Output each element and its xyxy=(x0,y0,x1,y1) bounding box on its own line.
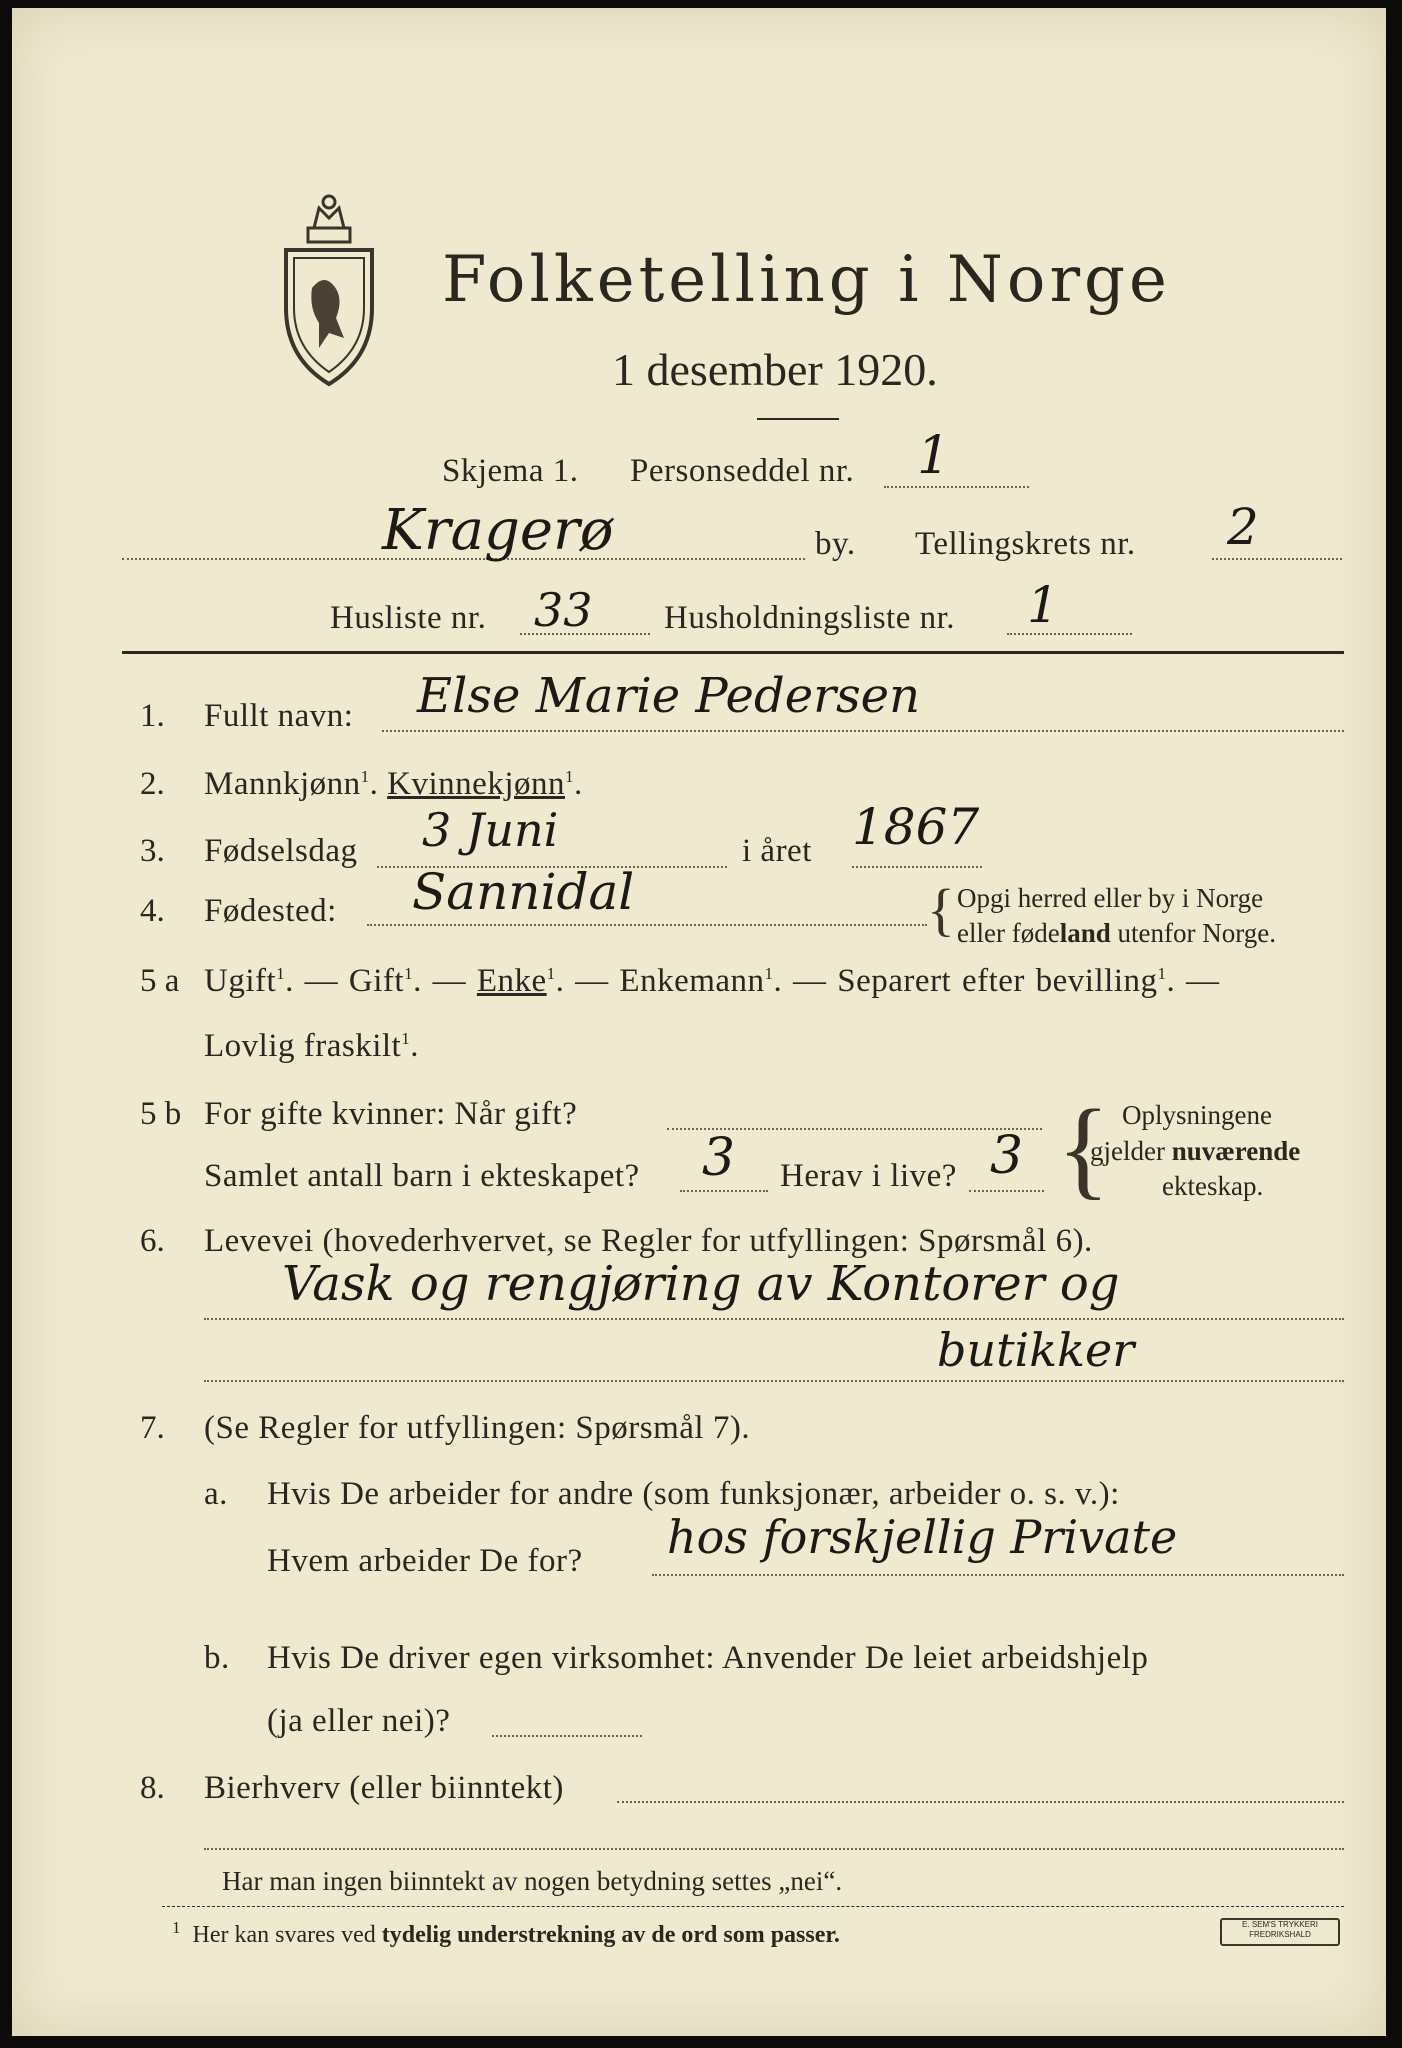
q8-label: Bierhverv (eller biinntekt) xyxy=(204,1770,564,1806)
q1-label: Fullt navn: xyxy=(204,698,354,734)
personseddel-line xyxy=(884,486,1029,488)
q5b-alive-line xyxy=(969,1190,1044,1192)
q5b-label-1: For gifte kvinner: Når gift? xyxy=(204,1096,578,1132)
q5b-note-1: Oplysningene xyxy=(1122,1100,1272,1130)
q6-value-1: Vask og rengjøring av Kontorer og xyxy=(282,1256,1120,1312)
q5a-sep-4: . — xyxy=(773,963,827,999)
q5a-enkemann: Enkemann xyxy=(619,963,765,999)
q7-label: (Se Regler for utfyllingen: Spørsmål 7). xyxy=(204,1410,751,1446)
q6-label: Levevei (hovederhvervet, se Regler for utfyllingen: Spørsmål 6). xyxy=(204,1223,1093,1259)
q2-mann-sup: 1 xyxy=(360,767,370,786)
tellingskrets-label: Tellingskrets nr. xyxy=(915,526,1136,562)
q5a-sep-1: . — xyxy=(285,963,339,999)
q7b-question: (ja eller nei)? xyxy=(267,1703,451,1739)
q2-number: 2. xyxy=(140,766,165,802)
by-label: by. xyxy=(815,526,856,562)
q4-number: 4. xyxy=(140,893,165,929)
q7b-letter: b. xyxy=(204,1640,230,1676)
q7b-text: Hvis De driver egen virksomhet: Anvender De leiet arbeidshjelp xyxy=(267,1640,1149,1676)
footnote-text-b: tydelig understrekning av de ord som passer. xyxy=(381,1922,840,1948)
q8-line-2 xyxy=(204,1848,1344,1850)
census-form-page xyxy=(12,8,1386,2036)
q3-day-value: 3 Juni xyxy=(422,803,559,857)
q7-number: 7. xyxy=(140,1410,165,1446)
q5a-number: 5 a xyxy=(140,963,180,999)
q1-number: 1. xyxy=(140,698,165,734)
tellingskrets-line xyxy=(1212,558,1342,560)
census-date: 1 desember 1920. xyxy=(612,344,938,395)
q5a-ugift: Ugift xyxy=(204,963,277,999)
q3-year-value: 1867 xyxy=(852,798,980,856)
q1-value: Else Marie Pedersen xyxy=(417,668,920,724)
q5a-options-line2: Lovlig fraskilt$^1$. xyxy=(204,1028,419,1064)
q7b-line xyxy=(492,1735,642,1737)
q5b-note-2 xyxy=(1090,1136,1300,1167)
q5b-alive-value: 3 xyxy=(990,1126,1024,1186)
tellingskrets-value: 2 xyxy=(1227,498,1259,556)
footnote xyxy=(172,1918,840,1949)
personseddel-value: 1 xyxy=(917,426,951,486)
q2-options xyxy=(204,766,583,803)
q6-value-2: butikker xyxy=(937,1323,1135,1377)
norwegian-coat-of-arms-icon xyxy=(274,188,384,388)
q5b-children-line xyxy=(680,1190,768,1192)
q5a-sep-3: . — xyxy=(555,963,609,999)
q4-note-2a: eller føde xyxy=(957,918,1060,948)
q5b-children-value: 3 xyxy=(702,1128,736,1188)
header-divider xyxy=(122,651,1344,654)
q5a-sup-5: 1 xyxy=(1157,964,1167,983)
husholdning-label: Husholdningsliste nr. xyxy=(664,600,956,636)
q5b-note-3: ekteskap. xyxy=(1162,1171,1264,1201)
q7a-question: Hvem arbeider De for? xyxy=(267,1543,583,1579)
q5a-separert: Separert efter bevilling xyxy=(837,963,1158,999)
q2-kvinne-sup: 1 xyxy=(565,767,574,786)
footnote-text-a: Her kan svares ved xyxy=(192,1922,382,1948)
q3-number: 3. xyxy=(140,833,165,869)
q5a-sep-5: . — xyxy=(1166,963,1220,999)
q2-dot-2: . xyxy=(574,766,583,802)
q5b-note-2a: gjelder xyxy=(1090,1136,1172,1166)
q5a-enke: Enke xyxy=(476,963,547,999)
q5b-note-2b: nuværende xyxy=(1171,1136,1301,1166)
q8-number: 8. xyxy=(140,1770,165,1806)
q5a-sup-3: 1 xyxy=(546,964,556,983)
printer-stamp-line1: E. SEM'S TRYKKERI xyxy=(1242,1920,1318,1929)
footnote-divider xyxy=(162,1906,1344,1907)
title-divider xyxy=(757,418,839,420)
husliste-value: 33 xyxy=(534,583,593,637)
q4-note-2c: utenfor Norge. xyxy=(1110,918,1276,948)
q4-label: Fødested: xyxy=(204,893,337,929)
q2-kvinne-option: Kvinnekjønn xyxy=(387,766,565,802)
q3-label: Fødselsdag xyxy=(204,833,358,869)
q6-line-2 xyxy=(204,1380,1344,1382)
q6-line-1 xyxy=(204,1318,1344,1320)
q3-year-label: i året xyxy=(742,833,812,869)
form-title: Folketelling i Norge xyxy=(442,243,1171,317)
husholdning-line xyxy=(1007,633,1132,635)
printer-stamp-line2: FREDRIKSHALD xyxy=(1249,1930,1311,1939)
footnote-number: 1 xyxy=(172,1918,181,1937)
q5a-options xyxy=(204,963,1219,1000)
q2-dot: . xyxy=(369,766,379,802)
q5a-sup-4: 1 xyxy=(764,964,774,983)
q7a-text: Hvis De arbeider for andre (som funksjonær, arbeider o. s. v.): xyxy=(267,1476,1120,1512)
q5a-gift: Gift xyxy=(348,963,405,999)
q7a-value: hos forskjellig Private xyxy=(667,1510,1178,1564)
q4-note-1: Opgi herred eller by i Norge xyxy=(957,883,1264,913)
q5b-label-3: Herav i live? xyxy=(780,1158,957,1194)
city-value: Kragerø xyxy=(382,498,614,563)
q2-mann-option: Mannkjønn xyxy=(204,766,361,802)
q5a-sup-1: 1 xyxy=(276,964,286,983)
biinntekt-note: Har man ingen biinntekt av nogen betydning settes „nei“. xyxy=(222,1866,843,1896)
q3-year-line xyxy=(852,866,982,868)
q5b-label-2: Samlet antall barn i ekteskapet? xyxy=(204,1158,640,1194)
q5a-sup-2: 1 xyxy=(404,964,414,983)
husliste-label: Husliste nr. xyxy=(330,600,487,636)
husholdning-value: 1 xyxy=(1027,576,1059,634)
printer-stamp xyxy=(1220,1918,1340,1946)
q1-line xyxy=(382,730,1344,732)
q5a-fraskilt: Lovlig fraskilt xyxy=(204,1028,402,1064)
q6-number: 6. xyxy=(140,1223,165,1259)
q5b-brace: { xyxy=(1057,1087,1110,1209)
q4-brace: { xyxy=(927,877,955,942)
q5b-number: 5 b xyxy=(140,1096,182,1132)
q5a-sup-6: 1 xyxy=(401,1029,411,1048)
q5a-sep-2: . — xyxy=(413,963,467,999)
q4-value: Sannidal xyxy=(412,863,635,921)
q4-note-2b: land xyxy=(1059,918,1111,948)
q7a-line xyxy=(652,1574,1344,1576)
q8-line-1 xyxy=(617,1801,1344,1803)
q4-line xyxy=(367,924,927,926)
q4-note-2 xyxy=(957,918,1276,949)
personseddel-label: Personseddel nr. xyxy=(630,453,855,489)
schema-label: Skjema 1. xyxy=(442,453,579,489)
q7a-letter: a. xyxy=(204,1476,228,1512)
